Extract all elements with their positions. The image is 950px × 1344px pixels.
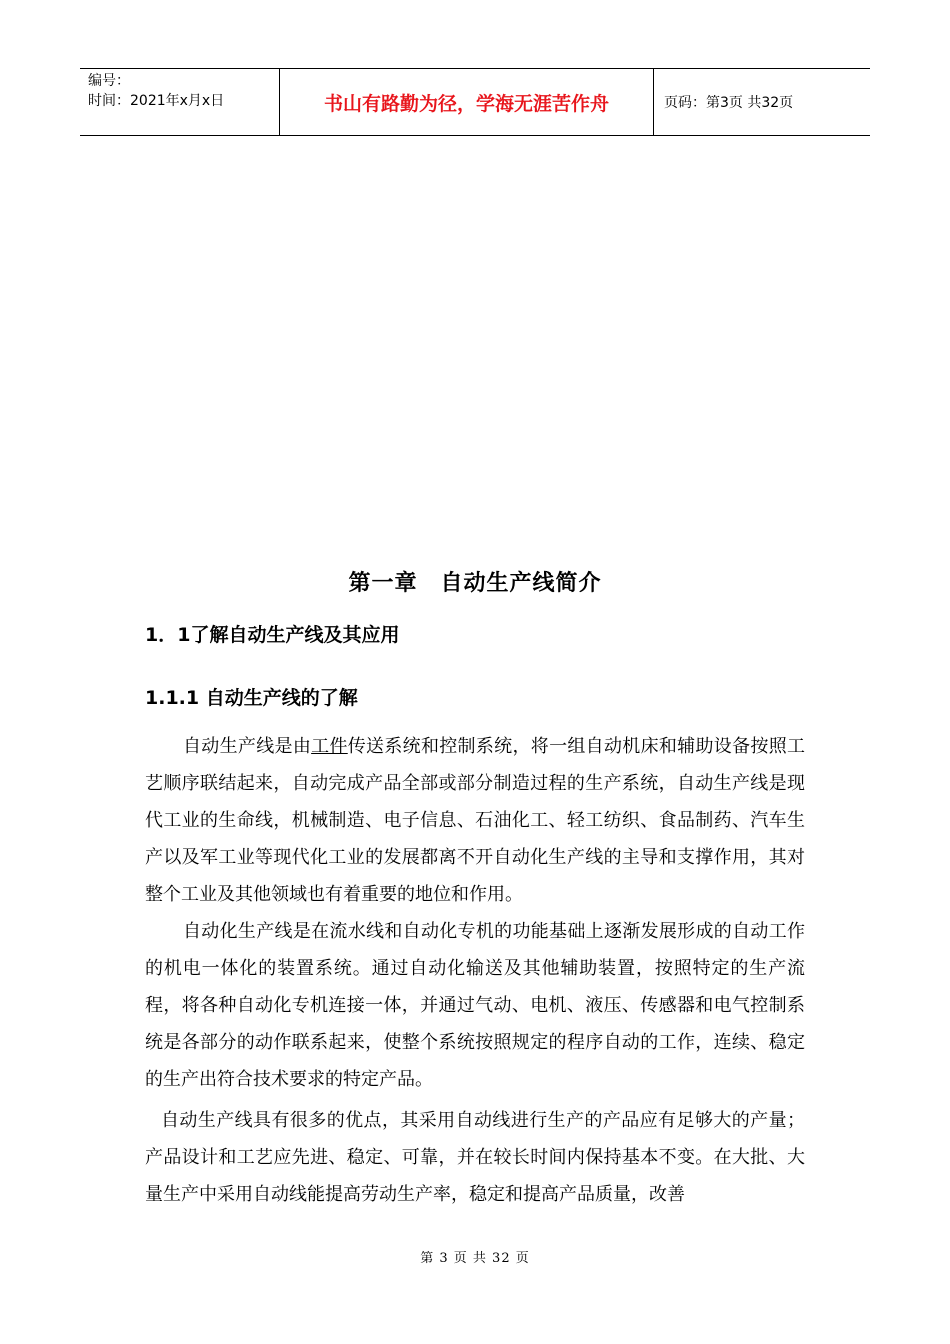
header-page-info: 页码：第3页 共32页 [664, 95, 794, 111]
paragraph-1 [145, 728, 805, 913]
paragraph-1-start: 自动生产线是由 [183, 736, 312, 757]
header-meta [80, 69, 280, 135]
paragraph-3: 自动生产线具有很多的优点，其采用自动线进行生产的产品应有足够大的产量；产品设计和工艺应先进、稳定、可靠，并在较长时间内保持基本不变。在大批、大量生产中采用自动线能提高劳动生产率，稳定和提高产品质量，改善 [145, 1110, 805, 1205]
page-header [80, 68, 870, 136]
paragraph-1-rest: 传送系统和控制系统，将一组自动机床和辅助设备按照工艺顺序联结起来，自动完成产品全部或部分制造过程的生产系统，自动生产线是现代工业的生命线，机械制造、电子信息、石油化工、轻工纺织、食品制药、汽车生产以及军工业等现代化工业的发展都离不开自动化生产线的主导和支撑作用，其对整个工业及其他领域也有着重要的地位和作用。 [145, 736, 806, 905]
section-title: 1．1了解自动生产线及其应用 [145, 624, 400, 646]
subsection-title: 1.1.1 自动生产线的了解 [145, 687, 358, 709]
page-footer: 第 3 页 共 32 页 [420, 1251, 530, 1266]
header-motto: 书山有路勤为径，学海无涯苦作舟 [280, 69, 654, 135]
paragraph-2: 自动化生产线是在流水线和自动化专机的功能基础上逐渐发展形成的自动工作的机电一体化的装置系统。通过自动化输送及其他辅助装置，按照特定的生产流程，将各种自动化专机连接一体，并通过气动、电机、液压、传感器和电气控制系统是各部分的动作联系起来，使整个系统按照规定的程序自动的工作，连续、稳定的生产出符合技术要求的特定产品。 [145, 921, 805, 1090]
chapter-title: 第一章 自动生产线简介 [348, 571, 602, 596]
number-label: 编号： [88, 73, 130, 89]
body-text [145, 728, 805, 1213]
time-label: 时间：2021年x月x日 [88, 93, 225, 109]
underlined-term: 工件 [311, 736, 348, 757]
